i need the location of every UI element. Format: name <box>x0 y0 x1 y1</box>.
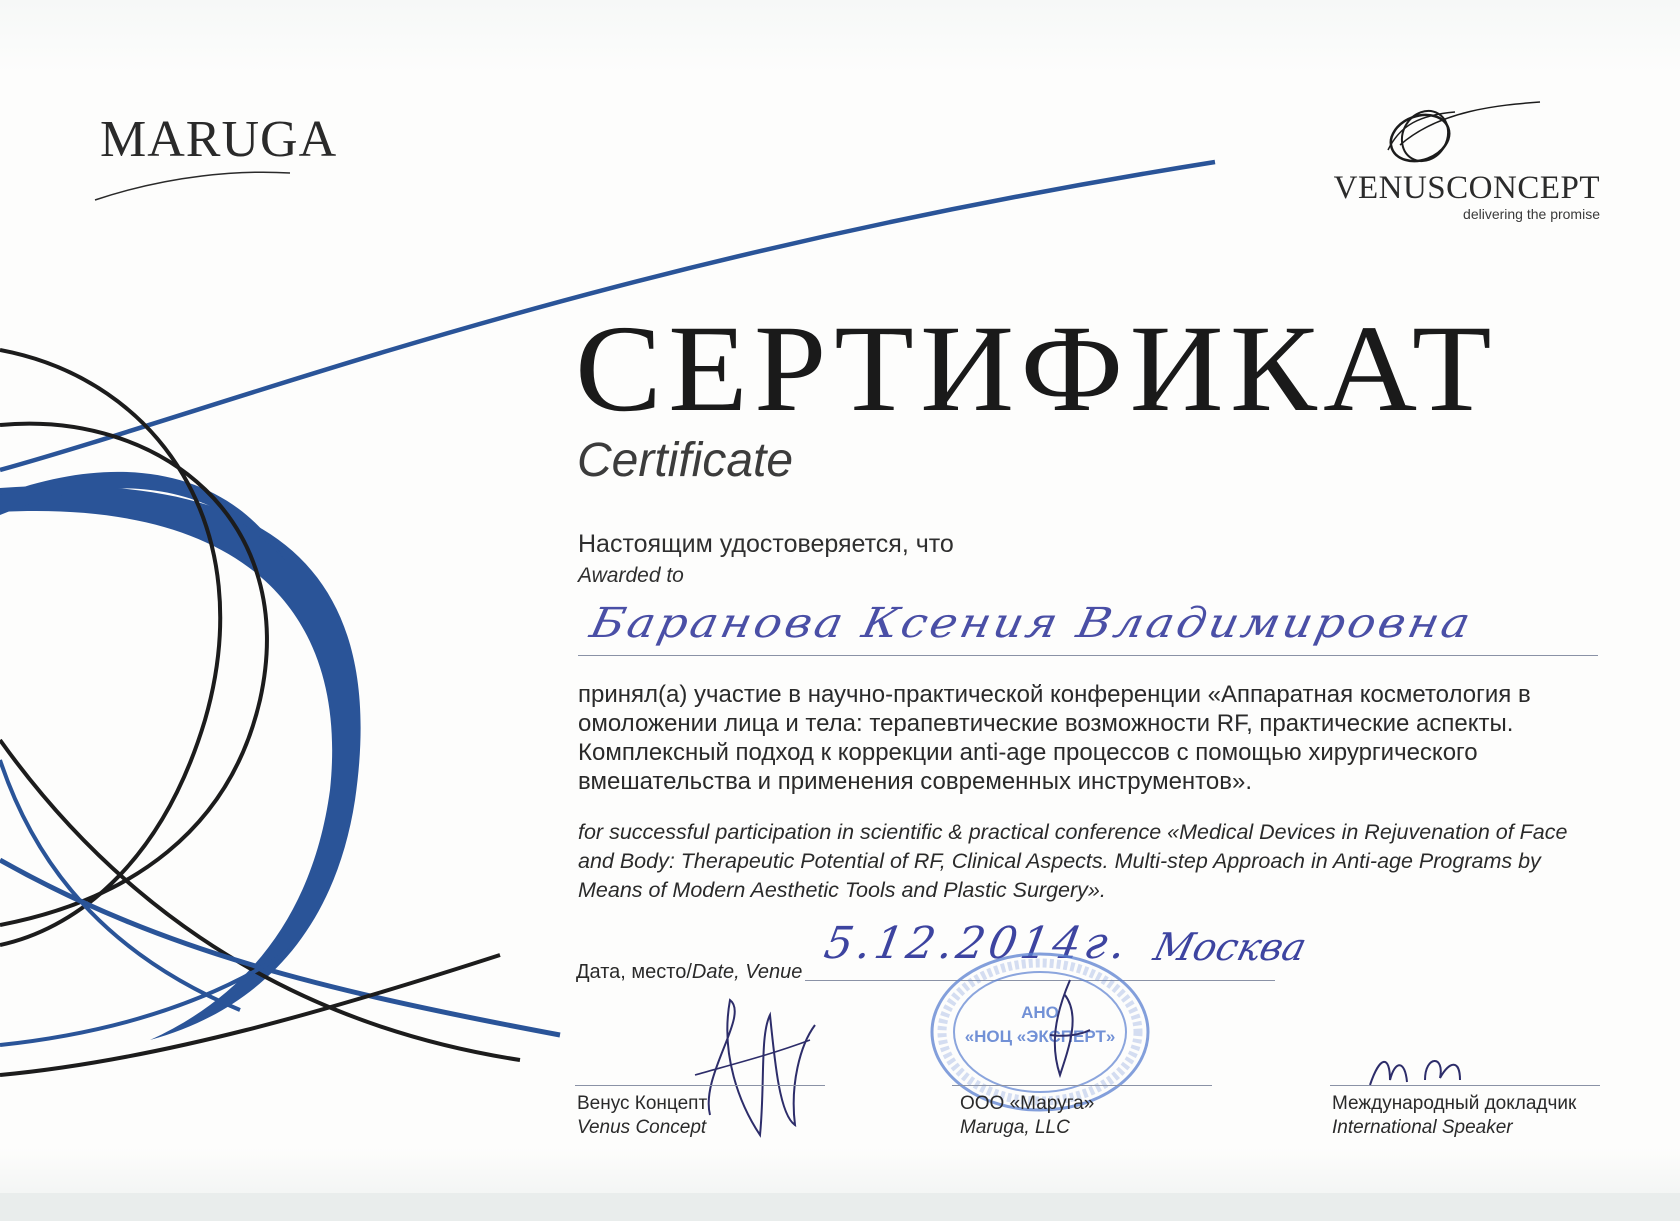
signatory-speaker-ru: Международный докладчик <box>1332 1093 1577 1114</box>
awarded-label-en: Awarded to <box>578 564 684 587</box>
maruga-logo-text: MARUGA <box>100 111 338 168</box>
signature-line-maruga <box>952 1085 1212 1086</box>
signatory-maruga-ru: ООО «Маруга» <box>960 1093 1095 1114</box>
date-venue-label-ru: Дата, место/ <box>576 961 692 983</box>
signatory-venus-ru: Венус Концепт <box>577 1093 708 1114</box>
speaker-signature <box>1365 1050 1475 1095</box>
maruga-signature <box>1030 975 1100 1085</box>
signatory-venus-en: Venus Concept <box>577 1117 707 1138</box>
signatory-speaker <box>1332 1093 1576 1139</box>
date-venue-label <box>576 961 802 984</box>
certificate-title: СЕРТИФИКАТ <box>575 300 1498 437</box>
venus-concept-signature <box>690 995 820 1145</box>
venus-concept-tagline: delivering the promise <box>1463 206 1600 222</box>
stamp-abbr: АНО <box>1021 1003 1059 1022</box>
venue-handwritten: Москва <box>1149 925 1312 969</box>
recipient-field <box>578 593 1598 656</box>
maruga-logo-swash <box>90 165 360 205</box>
signature-line-speaker <box>1330 1085 1600 1086</box>
awarded-label-ru: Настоящим удостоверяется, что <box>578 530 954 558</box>
maruga-logo <box>100 110 370 200</box>
recipient-name: Баранова Ксения Владимировна <box>586 598 1478 647</box>
scan-bottom-edge <box>0 1193 1680 1221</box>
signatory-venus-concept <box>577 1093 707 1139</box>
venus-concept-logo <box>1330 90 1600 225</box>
certificate-subtitle: Certificate <box>577 434 794 487</box>
stamp-name: «НОЦ «ЭКСПЕРТ» <box>964 1027 1116 1046</box>
description-en: for successful participation in scientific & practical conference «Medical Devices in Rejuvenation of Face and Body: Therapeutic Potential of RF, Clinical Aspects. Multi-step Approach in Anti-age Programs by Means of Modern Aesthetic Tools and Plastic Surgery». <box>578 820 1568 902</box>
signature-line-venus <box>575 1085 825 1086</box>
venus-concept-name: VENUSCONCEPT <box>1333 170 1600 206</box>
description-ru: принял(а) участие в научно-практической конференции «Аппаратная косметология в омоложении лица и тела: терапевтические возможности RF, практические аспекты. Комплексный подход к коррекции anti-age процессов с помощью хирургического вмешательства и применения современных инструментов». <box>578 681 1531 795</box>
signatory-maruga-en: Maruga, LLC <box>960 1117 1070 1138</box>
signatory-speaker-en: International Speaker <box>1332 1117 1513 1138</box>
venus-concept-emblem-icon <box>1360 90 1560 175</box>
date-venue-label-en: Date, Venue <box>691 961 803 983</box>
signatory-maruga <box>960 1093 1094 1139</box>
date-handwritten: 5.12.2014г. <box>820 918 1134 969</box>
